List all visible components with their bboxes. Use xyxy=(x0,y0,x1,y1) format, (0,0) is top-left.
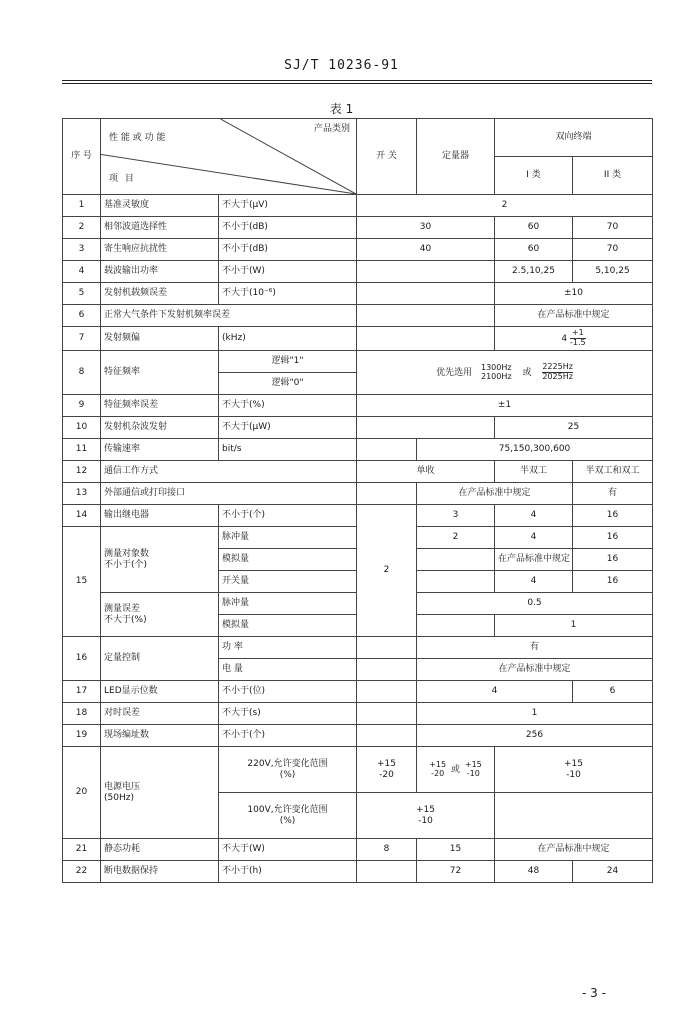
table-row xyxy=(63,217,653,239)
cell-value: 30 xyxy=(357,217,495,239)
row-item: 静态功耗 xyxy=(101,839,219,861)
cell-value: 75,150,300,600 xyxy=(417,439,653,461)
table-row xyxy=(63,195,653,217)
cell-value: 16 xyxy=(573,505,653,527)
cell-empty xyxy=(357,483,417,505)
table-row xyxy=(63,681,653,703)
freq-option-1 xyxy=(481,364,512,382)
row-condition: bit/s xyxy=(219,439,357,461)
cell-value: 0.5 xyxy=(417,593,653,615)
cell-value xyxy=(417,747,495,793)
table-row xyxy=(63,239,653,261)
table-row xyxy=(63,461,653,483)
cell-value xyxy=(495,747,653,793)
cell-value: 在产品标准中规定 xyxy=(417,659,653,681)
cell-value xyxy=(357,747,417,793)
cell-value: 70 xyxy=(573,239,653,261)
row-item: 发射机载频误差 xyxy=(101,283,219,305)
cell-empty xyxy=(357,305,495,327)
error-condition: 不大于(%) xyxy=(104,614,147,625)
tolerance-plus: +15 xyxy=(377,758,396,769)
table-row xyxy=(63,305,653,327)
cell-empty xyxy=(357,861,417,883)
row-item: 通信工作方式 xyxy=(101,461,357,483)
item-label: 项 目 xyxy=(109,174,136,184)
cell-value: 24 xyxy=(573,861,653,883)
cell-value: ±1 xyxy=(357,395,653,417)
cell-value: 256 xyxy=(417,725,653,747)
header-rule xyxy=(62,80,652,81)
row-number: 7 xyxy=(63,327,101,351)
cell-empty xyxy=(357,327,495,351)
row-condition: 功 率 xyxy=(219,637,357,659)
cell-value: 在产品标准中规定 xyxy=(495,549,573,571)
frequency-label: (50Hz) xyxy=(104,792,134,803)
row-item: 发射机杂波发射 xyxy=(101,417,219,439)
cell-empty xyxy=(417,549,495,571)
cell-value: 5,10,25 xyxy=(573,261,653,283)
row-condition: 不大于(μV) xyxy=(219,195,357,217)
table-row xyxy=(63,395,653,417)
cell-empty xyxy=(357,725,417,747)
row-item: 寄生响应抗扰性 xyxy=(101,239,219,261)
row-item: 特征频率误差 xyxy=(101,395,219,417)
row-number: 6 xyxy=(63,305,101,327)
row-item xyxy=(101,527,219,593)
document-code-header: SJ/T 10236-91 xyxy=(284,58,399,73)
object-count-label: 测量对象数 xyxy=(104,548,150,559)
table-row xyxy=(63,747,653,793)
tolerance-minus: -10 xyxy=(418,815,433,826)
tolerance-option-2 xyxy=(465,761,482,779)
v100-label: 100V,允许变化范围 xyxy=(247,804,328,815)
cell-value: 16 xyxy=(573,549,653,571)
tolerance-plus: +1 xyxy=(571,328,584,338)
freq-option-2 xyxy=(542,363,573,382)
row-number: 20 xyxy=(63,747,101,839)
row-item: 传输速率 xyxy=(101,439,219,461)
cell-value: 有 xyxy=(573,483,653,505)
or-label: 或 xyxy=(450,765,460,775)
row-number: 4 xyxy=(63,261,101,283)
row-item: LED显示位数 xyxy=(101,681,219,703)
row-number: 14 xyxy=(63,505,101,527)
row-number: 13 xyxy=(63,483,101,505)
cell-value: 在产品标准中规定 xyxy=(495,305,653,327)
row-number: 21 xyxy=(63,839,101,861)
pct-label: (%) xyxy=(279,815,296,826)
table-row xyxy=(63,703,653,725)
tolerance-option-1 xyxy=(429,761,446,779)
cell-value: 72 xyxy=(417,861,495,883)
tolerance-plus: +15 xyxy=(464,759,482,769)
tolerance-minus: -1.5 xyxy=(570,338,586,347)
row-number: 12 xyxy=(63,461,101,483)
table-row xyxy=(63,327,653,351)
row-item: 载波输出功率 xyxy=(101,261,219,283)
row-item: 特征频率 xyxy=(101,351,219,395)
deviation-base: 4 xyxy=(561,334,568,344)
row-number: 18 xyxy=(63,703,101,725)
cell-value: 半双工 xyxy=(495,461,573,483)
row-number: 17 xyxy=(63,681,101,703)
v220-label: 220V,允许变化范围 xyxy=(247,758,328,769)
deviation-value xyxy=(495,327,653,351)
error-label: 测量误差 xyxy=(104,603,141,614)
cell-value: 15 xyxy=(417,839,495,861)
row-condition: (kHz) xyxy=(219,327,357,351)
cell-value: 16 xyxy=(573,571,653,593)
cell-value: 2 xyxy=(417,527,495,549)
cell-value: 在产品标准中规定 xyxy=(495,839,653,861)
row-condition: 不小于(h) xyxy=(219,861,357,883)
perf-label: 性 能 或 功 能 xyxy=(109,133,166,143)
table-row xyxy=(63,351,653,373)
table-title: 表 1 xyxy=(329,102,354,116)
class1-header: I 类 xyxy=(495,157,573,195)
page-number: - 3 - xyxy=(582,986,606,1000)
row-condition: 不小于(个) xyxy=(219,505,357,527)
bidir-header: 双向终端 xyxy=(495,119,653,157)
spec-table xyxy=(62,118,653,883)
table-row xyxy=(63,439,653,461)
row-item xyxy=(101,593,219,637)
row-condition: 不大于(%) xyxy=(219,395,357,417)
row-condition: 脉冲量 xyxy=(219,593,357,615)
voltage-label: 电源电压 xyxy=(104,781,141,792)
tolerance-plus: +15 xyxy=(429,759,447,769)
seq-header: 序 号 xyxy=(63,119,101,195)
cell-empty xyxy=(357,261,495,283)
row-item: 定量控制 xyxy=(101,637,219,681)
cell-value: 2 xyxy=(357,195,653,217)
cell-value: 2.5,10,25 xyxy=(495,261,573,283)
tolerance-plus: +15 xyxy=(564,758,583,769)
cell-value: 60 xyxy=(495,239,573,261)
cell-value: 1 xyxy=(417,703,653,725)
cell-empty xyxy=(417,571,495,593)
row-condition: 脉冲量 xyxy=(219,527,357,549)
cell-value: 8 xyxy=(357,839,417,861)
or-label: 或 xyxy=(522,368,532,378)
row-number: 8 xyxy=(63,351,101,395)
cell-empty xyxy=(357,703,417,725)
row-item: 正常大气条件下发射机频率误差 xyxy=(101,305,357,327)
row-condition: 开关量 xyxy=(219,571,357,593)
cell-empty xyxy=(357,637,417,659)
row-number: 9 xyxy=(63,395,101,417)
row-item: 对时误差 xyxy=(101,703,219,725)
row-condition: 模拟量 xyxy=(219,549,357,571)
cell-value xyxy=(357,793,495,839)
row-condition: 不大于(μW) xyxy=(219,417,357,439)
row-item xyxy=(101,747,219,839)
row-item: 现场编址数 xyxy=(101,725,219,747)
cell-value: 4 xyxy=(495,571,573,593)
tolerance-minus: -20 xyxy=(379,769,394,780)
row-number: 10 xyxy=(63,417,101,439)
cell-value: 48 xyxy=(495,861,573,883)
cell-value: 4 xyxy=(495,527,573,549)
cell-value: ±10 xyxy=(495,283,653,305)
deviation-tolerance xyxy=(570,329,586,348)
cell-value: 16 xyxy=(573,527,653,549)
cell-value: 70 xyxy=(573,217,653,239)
row-number: 11 xyxy=(63,439,101,461)
table-row xyxy=(63,261,653,283)
row-item: 输出继电器 xyxy=(101,505,219,527)
tolerance-minus: -10 xyxy=(566,769,581,780)
row-item: 发射频偏 xyxy=(101,327,219,351)
row-condition: 不小于(个) xyxy=(219,725,357,747)
row-item: 基准灵敏度 xyxy=(101,195,219,217)
cell-value: 6 xyxy=(573,681,653,703)
category-label: 产品类别 xyxy=(313,124,350,134)
row-condition: 逻辑"0" xyxy=(219,373,357,395)
table-row xyxy=(63,483,653,505)
freq-logic0: 2025Hz xyxy=(542,372,573,381)
cell-value: 半双工和双工 xyxy=(573,461,653,483)
cell-value: 60 xyxy=(495,217,573,239)
tolerance-minus: -10 xyxy=(466,768,480,778)
freq-logic1: 1300Hz xyxy=(480,362,512,372)
object-count-condition: 不小于(个) xyxy=(104,559,148,570)
cell-empty xyxy=(357,681,417,703)
cell-value: 单收 xyxy=(357,461,495,483)
frequency-choices xyxy=(357,351,653,395)
diagonal-header-cell xyxy=(101,119,357,195)
class2-header: II 类 xyxy=(573,157,653,195)
row-item: 相邻波道选择性 xyxy=(101,217,219,239)
tolerance-minus: -20 xyxy=(431,768,445,778)
cell-empty xyxy=(417,615,495,637)
cell-value: 40 xyxy=(357,239,495,261)
cell-value: 3 xyxy=(417,505,495,527)
row-condition: 不大于(10⁻⁶) xyxy=(219,283,357,305)
cell-empty xyxy=(357,283,495,305)
freq-logic1: 2225Hz xyxy=(542,362,573,372)
table-row xyxy=(63,505,653,527)
row-number: 16 xyxy=(63,637,101,681)
row-item: 外部通信或打印接口 xyxy=(101,483,357,505)
table-row xyxy=(63,637,653,659)
cell-empty xyxy=(357,659,417,681)
row-condition xyxy=(219,747,357,793)
table-row xyxy=(63,417,653,439)
row-condition: 逻辑"1" xyxy=(219,351,357,373)
cell-value: 在产品标准中规定 xyxy=(417,483,573,505)
cell-value: 4 xyxy=(417,681,573,703)
table-row xyxy=(63,861,653,883)
row-number: 1 xyxy=(63,195,101,217)
row-condition: 不小于(W) xyxy=(219,261,357,283)
cell-empty xyxy=(357,439,417,461)
header-rule xyxy=(62,83,652,84)
row-condition: 不大于(s) xyxy=(219,703,357,725)
row-item: 断电数据保持 xyxy=(101,861,219,883)
row-number: 19 xyxy=(63,725,101,747)
table-row xyxy=(63,283,653,305)
cell-value: 1 xyxy=(495,615,653,637)
freq-logic0: 2100Hz xyxy=(480,371,512,381)
row-condition: 不大于(W) xyxy=(219,839,357,861)
row-condition: 不小于(dB) xyxy=(219,217,357,239)
switch-header: 开 关 xyxy=(357,119,417,195)
cell-value: 2 xyxy=(357,505,417,637)
pct-label: (%) xyxy=(279,769,296,780)
cell-value: 有 xyxy=(417,637,653,659)
cell-empty xyxy=(495,793,653,839)
row-number: 3 xyxy=(63,239,101,261)
row-condition: 模拟量 xyxy=(219,615,357,637)
cell-value: 4 xyxy=(495,505,573,527)
row-condition: 电 量 xyxy=(219,659,357,681)
fixed-header: 定量器 xyxy=(417,119,495,195)
cell-value: 25 xyxy=(495,417,653,439)
table-row xyxy=(63,725,653,747)
row-condition xyxy=(219,793,357,839)
row-number: 22 xyxy=(63,861,101,883)
row-condition: 不小于(dB) xyxy=(219,239,357,261)
table-row xyxy=(63,839,653,861)
header-row xyxy=(63,119,653,157)
tolerance-plus: +15 xyxy=(416,804,435,815)
cell-empty xyxy=(357,417,495,439)
preferred-label: 优先选用 xyxy=(436,368,473,378)
row-number: 15 xyxy=(63,527,101,637)
row-number: 2 xyxy=(63,217,101,239)
row-number: 5 xyxy=(63,283,101,305)
row-condition: 不小于(位) xyxy=(219,681,357,703)
